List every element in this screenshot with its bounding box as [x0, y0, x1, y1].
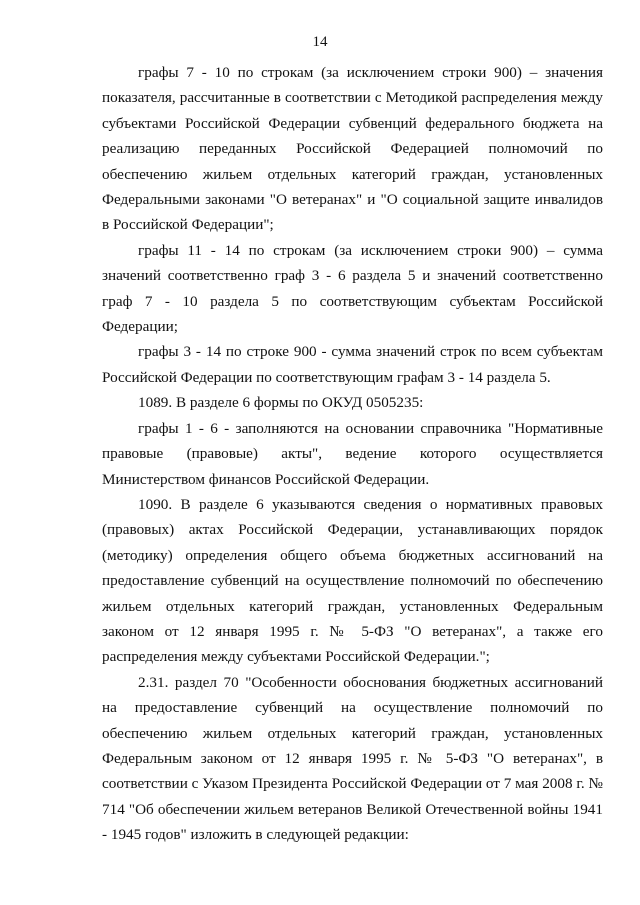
document-body: [102, 60, 603, 848]
paragraph-columns-11-14: графы 11 - 14 по строкам (за исключением строки 900) – сумма значений соответственно граф 3 - 6 раздела 5 и значений соответственно граф 7 - 10 раздела 5 по соответствующим субъектам Российской Федерации;: [102, 241, 603, 336]
paragraph-columns-3-14-row-900: графы 3 - 14 по строке 900 - сумма значений строк по всем субъектам Российской Федерации по соответствующим графам 3 - 14 раздела 5.: [102, 343, 603, 386]
page-number: 14: [312, 34, 328, 50]
paragraph-columns-1-6: графы 1 - 6 - заполняются на основании справочника "Нормативные правовые (правовые) акты", ведение которого осуществляется Министерством финансов Российской Федерации.: [102, 419, 603, 488]
paragraph-1090: 1090. В разделе 6 указываются сведения о нормативных правовых (правовых) актах Российской Федерации, устанавливающих порядок (методику) определения общего объема бюджетных ассигнований на предоставление субвенций на осуществление полномочий по обеспечению жильем отдельных категорий граждан, установленных Федеральным законом от 12 января 1995 г. № 5-ФЗ "О ветеранах", а также его распределения между субъектами Российской Федерации.";: [102, 495, 603, 666]
paragraph-columns-7-10: графы 7 - 10 по строкам (за исключением строки 900) – значения показателя, рассчитанные в соответствии с Методикой распределения между субъектами Российской Федерации субвенций федерального бюджета на реализацию переданных Российской Федерацией полномочий по обеспечению жильем отдельных категорий граждан, установленных Федеральными законами "О ветеранах" и "О социальной защите инвалидов в Российской Федерации";: [102, 64, 603, 234]
paragraph-1089: 1089. В разделе 6 формы по ОКУД 0505235:: [138, 394, 424, 412]
paragraph-2-31: 2.31. раздел 70 "Особенности обоснования бюджетных ассигнований на предоставление субвенций на осуществление полномочий по обеспечению жильем отдельных категорий граждан, установленных Федеральным законом от 12 января 1995 г. № 5-ФЗ "О ветеранах", в соответствии с Указом Президента Российской Федерации от 7 мая 2008 г. № 714 "Об обеспечении жильем ветеранов Великой Отечественной войны 1941 - 1945 годов" изложить в следующей редакции:: [102, 673, 603, 844]
